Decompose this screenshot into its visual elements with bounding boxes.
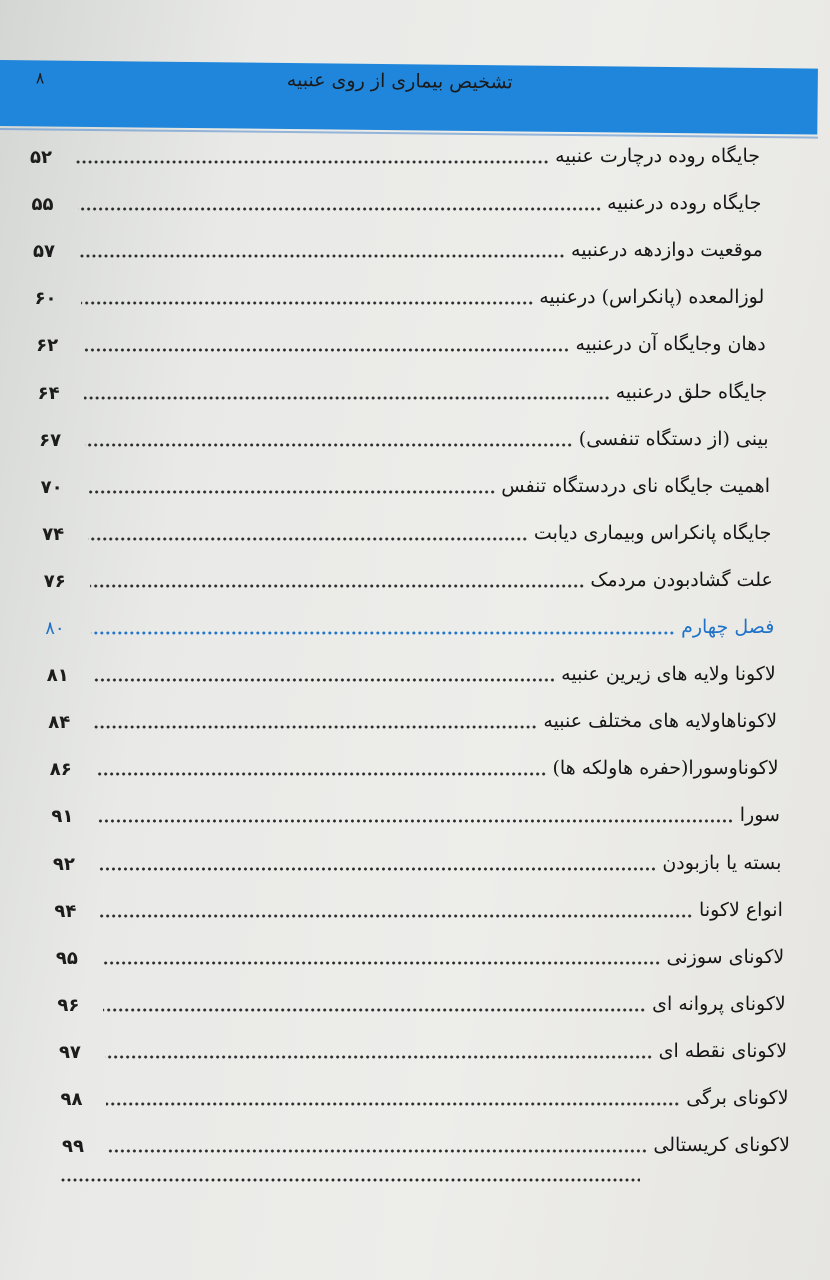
dot-leader [82,348,569,352]
toc-entry [50,752,779,782]
toc-entry-page-number: ۷۰ [40,476,63,498]
dot-leader [60,1178,640,1182]
toc-entry [62,1129,790,1159]
toc-entry-page-number: ۶۷ [39,429,62,451]
toc-entry-title: اهمیت جایگاه نای دردستگاه تنفس [501,474,770,497]
dot-leader [96,772,547,776]
toc-entry-page-number: ۹۱ [51,806,74,828]
toc-entry-title: سورا [739,804,780,827]
header-title: تشخیص بیماری از روی عنبیه [286,69,513,94]
dot-leader [90,584,585,588]
toc-entry [56,941,784,971]
toc-entry-title: لاکوناوسورا(حفره هاولکه ها) [552,757,779,780]
dot-leader [108,1149,647,1153]
toc-entry [35,281,765,311]
toc-entry-title: دهان وجایگاه آن درعنبیه [575,333,766,356]
toc-entry-title: لاکونای پروانه ای [652,992,786,1015]
toc-entry-title: بسته یا بازبودن [662,851,782,874]
toc-entry-page-number: ۹۹ [62,1136,84,1158]
toc-entry-title: جایگاه حلق درعنبیه [615,380,768,403]
toc-chapter-heading [45,611,774,641]
toc-entry-page-number: ۹۷ [58,1041,81,1063]
dot-leader [94,725,537,729]
toc-entry-title: لاکونای نقطه ای [658,1039,788,1062]
toc-entry-page-number: ۹۲ [52,853,75,875]
toc-entry-page-number: ۷۶ [43,570,66,592]
toc-entry [36,328,766,358]
toc-entry-page-number: ۸۶ [49,759,72,781]
toc-entry [47,658,776,688]
toc-entry-page-number: ۹۵ [55,947,78,969]
dot-leader [100,914,693,918]
dot-leader [81,301,534,305]
toc-entry-page-number: ۶۲ [36,335,59,357]
toc-entry [57,988,785,1018]
toc-entry-page-number: ۵۵ [31,194,54,216]
toc-entry [30,140,760,170]
toc-entry [48,705,777,735]
toc-entry [42,517,771,547]
dot-leader [106,1102,680,1106]
dot-leader [88,537,528,541]
dot-leader [105,1055,653,1059]
toc-entry [53,847,782,877]
toc-entry-page-number: ۸۱ [46,665,69,687]
toc-entry-title: لاکونای سوزنی [666,945,785,968]
dot-leader [103,1008,646,1012]
dot-leader [99,867,656,871]
toc-entry-title: لاکوناهاولایه های مختلف عنبیه [543,710,778,733]
toc-entry [59,1035,787,1065]
dot-leader [93,678,555,682]
toc-entry-page-number: ۵۲ [30,147,52,168]
toc-entry-title: لاکونای کریستالی [653,1134,790,1157]
toc-entry-title: لوزالمعده (پانکراس) درعنبیه [539,286,765,309]
toc-entry-title: بینی (از دستگاه تنفسی) [578,427,769,450]
toc-entry [38,376,768,406]
toc-entry-page-number: ۶۴ [37,382,60,404]
toc-entry [54,894,782,924]
toc-entry-page-number: ۵۷ [33,241,56,263]
dot-leader [91,631,675,635]
toc-entry-title: لاکونای برگی [686,1087,789,1109]
toc-entry-page-number: ۹۸ [60,1089,83,1110]
dot-leader [84,396,610,400]
dot-leader [76,160,549,164]
toc-entry-title: جایگاه روده درچارت عنبیه [555,145,760,167]
toc-entry [41,470,770,500]
toc-entry-page-number: ۶۰ [34,288,57,310]
toc-entry [51,799,780,829]
toc-entry-page-number: ۷۴ [42,523,65,545]
toc-entry-title: انواع لاکونا [699,898,783,921]
toc-entry-title: جایگاه روده درعنبیه [607,192,762,215]
toc-entry [44,564,773,594]
toc-entry [33,234,763,264]
dot-leader [87,490,496,494]
toc-entry-title: جایگاه پانکراس وبیماری دیابت [533,521,772,544]
toc-entry-page-number: ۸۴ [48,712,71,734]
dot-leader [79,254,565,258]
dot-leader [78,207,602,211]
toc-entry-page-number: ۹۶ [57,994,80,1016]
dot-leader [102,961,661,965]
dot-leader [85,443,573,447]
toc-entry [39,423,768,453]
toc-entry-title: لاکونا ولایه های زیرین عنبیه [561,663,776,686]
toc-entry [60,1082,788,1112]
toc-entry-title: علت گشادبودن مردمک [590,568,773,591]
toc-entry-title: موقعیت دوازدهه درعنبیه [571,239,763,262]
dot-leader [97,819,733,823]
toc-entry-page-number: ۸۰ [45,618,65,639]
toc-entry-page-number: ۹۴ [54,900,77,922]
toc-entry-title: فصل چهارم [681,616,775,638]
header-page-number: ۸ [35,68,45,88]
toc-entry [32,187,762,217]
